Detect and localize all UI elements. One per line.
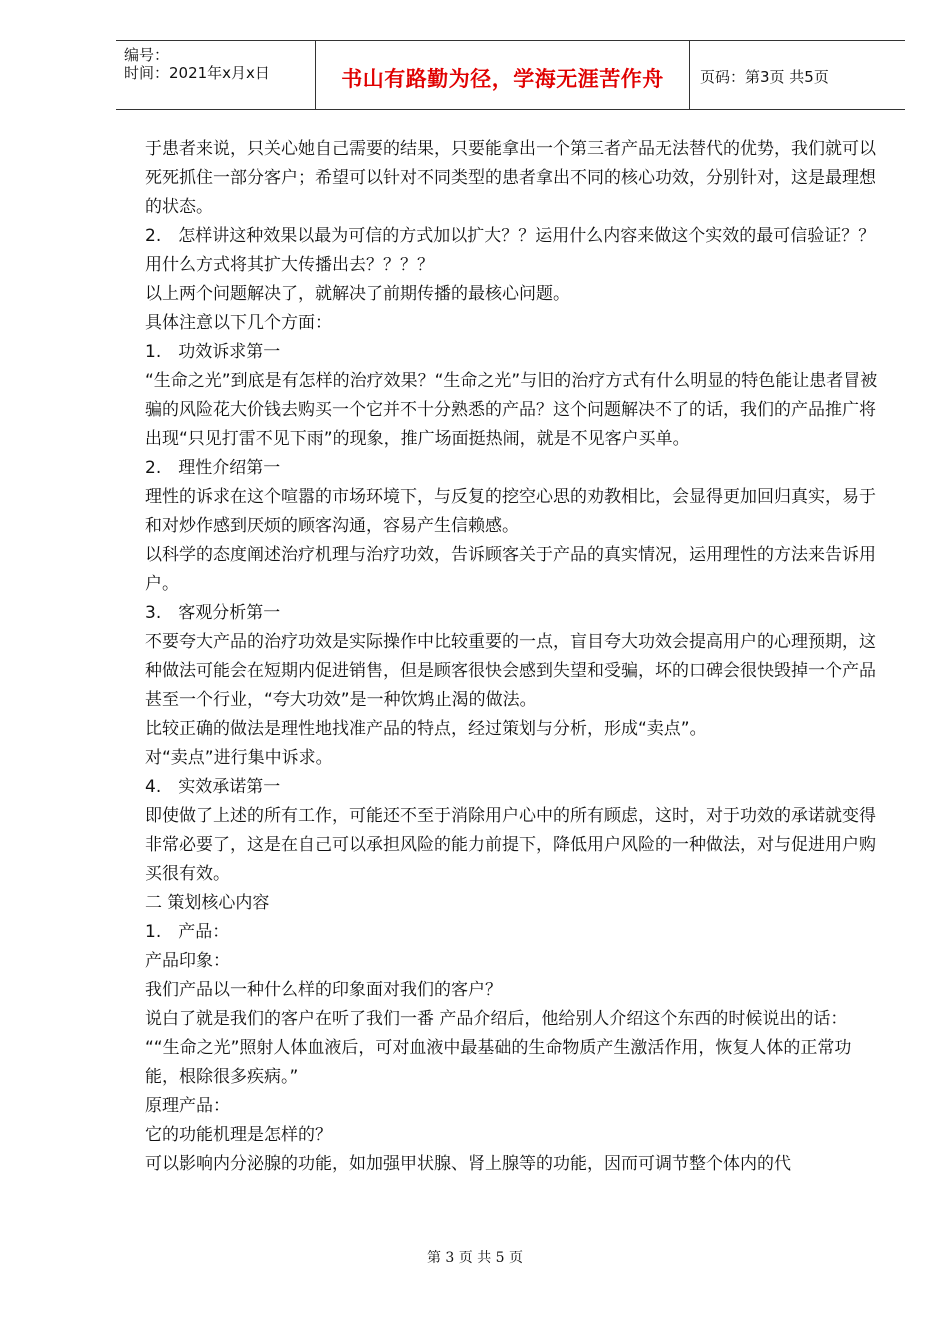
header-meta-cell xyxy=(116,41,316,109)
body-paragraph: 说白了就是我们的客户在听了我们一番 产品介绍后，他给别人介绍这个东西的时候说出的话： xyxy=(145,1009,848,1029)
body-paragraph: 比较正确的做法是理性地找准产品的特点，经过策划与分析，形成“卖点”。 xyxy=(145,719,707,739)
body-paragraph: 对“卖点”进行集中诉求。 xyxy=(145,748,333,768)
body-paragraph: 即使做了上述的所有工作，可能还不至于消除用户心中的所有顾虑，这时，对于功效的承诺就变得非常必要了，这是在自己可以承担风险的能力前提下，降低用户风险的一种做法，对与促进用户购买很有效。 xyxy=(145,806,876,884)
body-paragraph: 具体注意以下几个方面： xyxy=(145,313,332,333)
body-paragraph: 1. 产品： xyxy=(145,922,230,942)
body-paragraph: 以上两个问题解决了，就解决了前期传播的最核心问题。 xyxy=(145,284,570,304)
document-number-label: 编号： xyxy=(124,46,170,64)
body-paragraph: 可以影响内分泌腺的功能，如加强甲状腺、肾上腺等的功能，因而可调节整个体内的代 xyxy=(145,1154,791,1174)
body-paragraph: 我们产品以一种什么样的印象面对我们的客户？ xyxy=(145,980,502,1000)
body-paragraph: 以科学的态度阐述治疗机理与治疗功效，告诉顾客关于产品的真实情况，运用理性的方法来告诉用户。 xyxy=(145,545,876,594)
header-page-code: 页码：第3页 共5页 xyxy=(700,68,829,86)
document-body xyxy=(145,135,880,1179)
body-paragraph: 2. 怎样讲这种效果以最为可信的方式加以扩大？？运用什么内容来做这个实效的最可信验证？？用什么方式将其扩大传播出去？？？？ xyxy=(145,226,876,275)
body-paragraph: 产品印象： xyxy=(145,951,230,971)
body-paragraph: 原理产品： xyxy=(145,1096,230,1116)
header-slogan-cell xyxy=(316,41,690,109)
body-paragraph: 1. 功效诉求第一 xyxy=(145,342,281,362)
body-paragraph: 4. 实效承诺第一 xyxy=(145,777,281,797)
header-slogan: 书山有路勤为径，学海无涯苦作舟 xyxy=(341,67,664,91)
header-page-cell xyxy=(690,41,905,109)
body-paragraph: 理性的诉求在这个喧嚣的市场环境下，与反复的挖空心思的劝教相比，会显得更加回归真实，易于和对炒作感到厌烦的顾客沟通，容易产生信赖感。 xyxy=(145,487,876,536)
body-paragraph: 二 策划核心内容 xyxy=(145,893,270,913)
document-header xyxy=(116,40,905,110)
body-paragraph: 它的功能机理是怎样的？ xyxy=(145,1125,332,1145)
body-paragraph: 2. 理性介绍第一 xyxy=(145,458,281,478)
body-paragraph: 不要夸大产品的治疗功效是实际操作中比较重要的一点，盲目夸大功效会提高用户的心理预期，这种做法可能会在短期内促进销售，但是顾客很快会感到失望和受骗，坏的口碑会很快毁掉一个产品甚至一个行业，“夸大功效”是一种饮鸩止渴的做法。 xyxy=(145,632,876,710)
body-paragraph: 3. 客观分析第一 xyxy=(145,603,281,623)
body-paragraph: “生命之光”到底是有怎样的治疗效果？“生命之光”与旧的治疗方式有什么明显的特色能让患者冒被骗的风险花大价钱去购买一个它并不十分熟悉的产品？这个问题解决不了的话，我们的产品推广将出现“只见打雷不见下雨”的现象，推广场面挺热闹，就是不见客户买单。 xyxy=(145,371,878,449)
page-footer: 第 3 页 共 5 页 xyxy=(426,1250,524,1266)
document-time-label: 时间：2021年x月x日 xyxy=(124,64,270,82)
body-paragraph: 于患者来说，只关心她自己需要的结果，只要能拿出一个第三者产品无法替代的优势，我们就可以死死抓住一部分客户；希望可以针对不同类型的患者拿出不同的核心功效，分别针对，这是最理想的状态。 xyxy=(145,139,876,217)
body-paragraph: ““生命之光”照射人体血液后，可对血液中最基础的生命物质产生激活作用，恢复人体的正常功能，根除很多疾病。” xyxy=(145,1038,852,1087)
